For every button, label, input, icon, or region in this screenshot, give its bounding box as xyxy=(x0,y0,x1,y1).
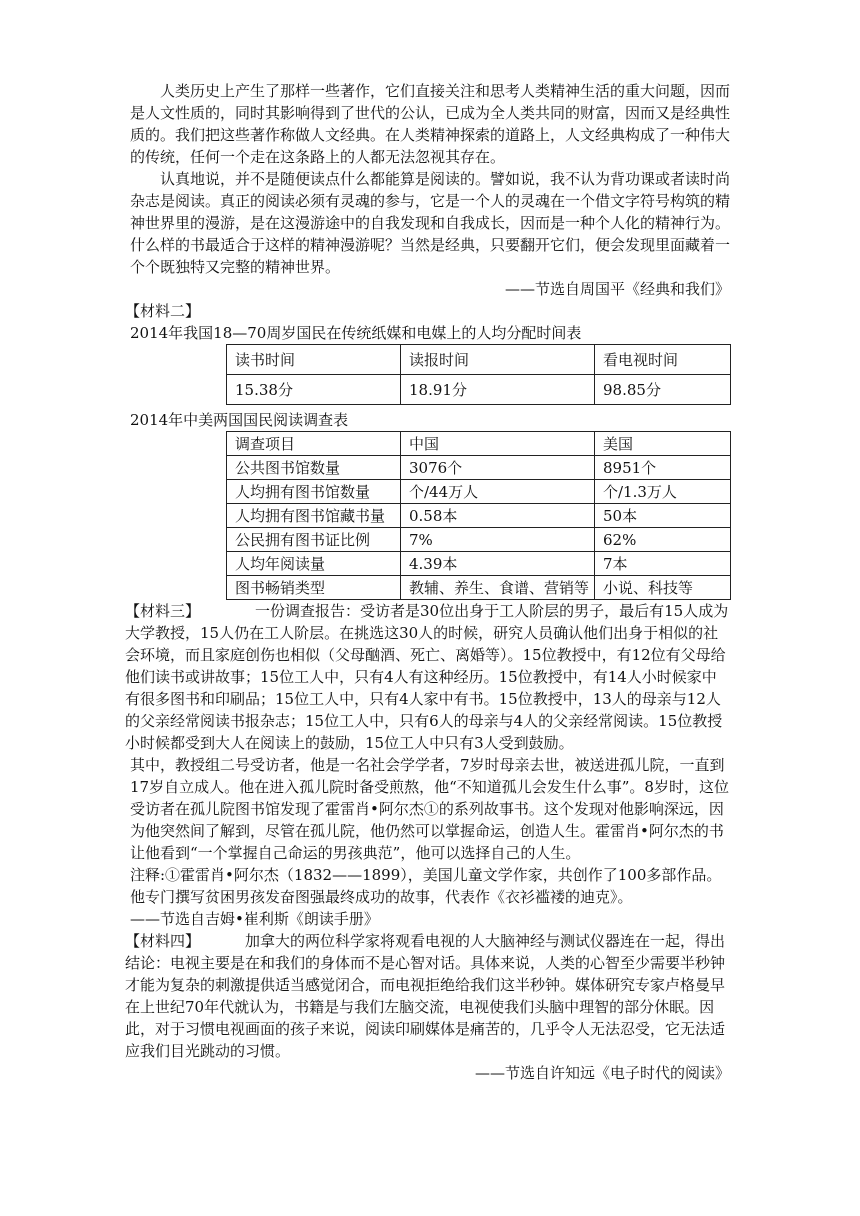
material4-source: ——节选自许知远《电子时代的阅读》 xyxy=(474,1064,730,1082)
material3-note: 注释:①霍雷肖•阿尔杰（1832——1899），美国儿童文学作家，共创作了100多部作品。他专门撰写贫困男孩发奋图强最终成功的故事，代表作《衣衫褴褛的迪克》。 xyxy=(130,866,722,906)
table-cell: 公共图书馆数量 xyxy=(227,456,401,480)
table-cell: 读书时间 xyxy=(227,345,401,375)
material4-text: 加拿大的两位科学家将观看电视的人大脑神经与测试仪器连在一起，得出结论：电视主要是在和我们的身体而不是心智对话。具体来说，人类的心智至少需要半秒钟才能为复杂的刺激提供适当感觉闭合，而电视拒绝给我们这半秒钟。媒体研究专家卢格曼早在上世纪70年代就认为，书籍是与我们左脑交流，电视使我们头脑中理智的部分休眠。因此，对于习惯电视画面的孩子来说，阅读印刷媒体是痛苦的，几乎令人无法忍受，它无法适应我们目光跳动的习惯。 xyxy=(125,932,726,1060)
material3-paragraph-2: 其中，教授组二号受访者，他是一名社会学学者，7岁时母亲去世，被送进孤儿院，一直到17岁自立成人。他在进入孤儿院时备受煎熬，他“不知道孤儿会发生什么事”。8岁时，这位受访者在孤儿院图书馆发现了霍雷肖•阿尔杰①的系列故事书。这个发现对他影响深远，因为他突然间了解到，尽管在孤儿院，他仍然可以掌握命运，创造人生。霍雷肖•阿尔杰的书让他看到“一个掌握自己命运的男孩典范”，他可以选择自己的人生。 xyxy=(130,756,729,862)
time-allocation-table xyxy=(226,344,731,405)
material1-paragraph-2: 认真地说，并不是随便读点什么都能算是阅读的。譬如说，我不认为背功课或者读时尚杂志是阅读。真正的阅读必须有灵魂的参与，它是一个人的灵魂在一个借文字符号构筑的精神世界里的漫游，是在这漫游途中的自我发现和自我成长，因而是一种个人化的精神行为。什么样的书最适合于这样的精神漫游呢？当然是经典，只要翻开它们，便会发现里面藏着一个个既独特又完整的精神世界。 xyxy=(130,170,731,276)
table-cell: 7% xyxy=(401,528,595,552)
table-cell: 图书畅销类型 xyxy=(227,576,401,600)
material4-paragraph xyxy=(125,930,730,1062)
table-cell: 小说、科技等 xyxy=(595,576,731,600)
table-cell: 50本 xyxy=(595,504,731,528)
table-cell: 7本 xyxy=(595,552,731,576)
table-cell: 8951个 xyxy=(595,456,731,480)
table-cell: 读报时间 xyxy=(401,345,595,375)
material3-paragraph-1 xyxy=(125,600,730,754)
document-page xyxy=(125,80,731,1084)
table-cell: 18.91分 xyxy=(401,375,595,405)
table-cell: 0.58本 xyxy=(401,504,595,528)
table-cell: 3076个 xyxy=(401,456,595,480)
table-row xyxy=(227,552,731,576)
table-cell: 调查项目 xyxy=(227,432,401,456)
table-cell: 中国 xyxy=(401,432,595,456)
table-cell: 个/1.3万人 xyxy=(595,480,731,504)
table-header-row xyxy=(227,345,731,375)
material4-heading: 【材料四】 xyxy=(125,932,201,950)
table-cell: 98.85分 xyxy=(595,375,731,405)
material3-source: ——节选自吉姆•崔利斯《朗读手册》 xyxy=(130,910,379,928)
table-row xyxy=(227,528,731,552)
table-cell: 看电视时间 xyxy=(595,345,731,375)
material1-paragraph-1: 人类历史上产生了那样一些著作，它们直接关注和思考人类精神生活的重大问题，因而是人文性质的，同时其影响得到了世代的公认，已成为全人类共同的财富，因而又是经典性质的。我们把这些著作称做人文经典。在人类精神探索的道路上，人文经典构成了一种伟大的传统，任何一个走在这条路上的人都无法忽视其存在。 xyxy=(130,82,731,166)
table-cell: 人均拥有图书馆藏书量 xyxy=(227,504,401,528)
table-cell: 美国 xyxy=(595,432,731,456)
table-cell: 个/44万人 xyxy=(401,480,595,504)
table-cell: 人均拥有图书馆数量 xyxy=(227,480,401,504)
table-cell: 人均年阅读量 xyxy=(227,552,401,576)
table-row xyxy=(227,480,731,504)
table1-caption: 2014年我国18—70周岁国民在传统纸媒和电媒上的人均分配时间表 xyxy=(130,324,582,342)
table-cell: 15.38分 xyxy=(227,375,401,405)
table-row xyxy=(227,576,731,600)
table-cell: 62% xyxy=(595,528,731,552)
table-cell: 教辅、养生、食谱、营销等 xyxy=(401,576,595,600)
material3-heading: 【材料三】 xyxy=(125,602,201,620)
table-row xyxy=(227,504,731,528)
material3-text-1: 一份调查报告：受访者是30位出身于工人阶层的男子，最后有15人成为大学教授，15人仍在工人阶层。在挑选这30人的时候，研究人员确认他们出身于相似的社会环境，而且家庭创伤也相似（父母酗酒、死亡、离婚等）。15位教授中，有12位有父母给他们读书或讲故事；15位工人中，只有4人有这种经历。15位教授中，有14人小时候家中有很多图书和印刷品；15位工人中，只有4人家中有书。15位教授中，13人的母亲与12人的父亲经常阅读书报杂志；15位工人中，只有6人的母亲与4人的父亲经常阅读。15位教授小时候都受到大人在阅读上的鼓励，15位工人中只有3人受到鼓励。 xyxy=(125,602,729,752)
table-row xyxy=(227,456,731,480)
table2-caption: 2014年中美两国国民阅读调查表 xyxy=(130,411,349,429)
reading-survey-table xyxy=(226,431,731,600)
table-row xyxy=(227,375,731,405)
table-cell: 公民拥有图书证比例 xyxy=(227,528,401,552)
material1-source: ——节选自周国平《经典和我们》 xyxy=(504,280,730,298)
material2-heading: 【材料二】 xyxy=(125,302,201,320)
table-header-row xyxy=(227,432,731,456)
table-cell: 4.39本 xyxy=(401,552,595,576)
